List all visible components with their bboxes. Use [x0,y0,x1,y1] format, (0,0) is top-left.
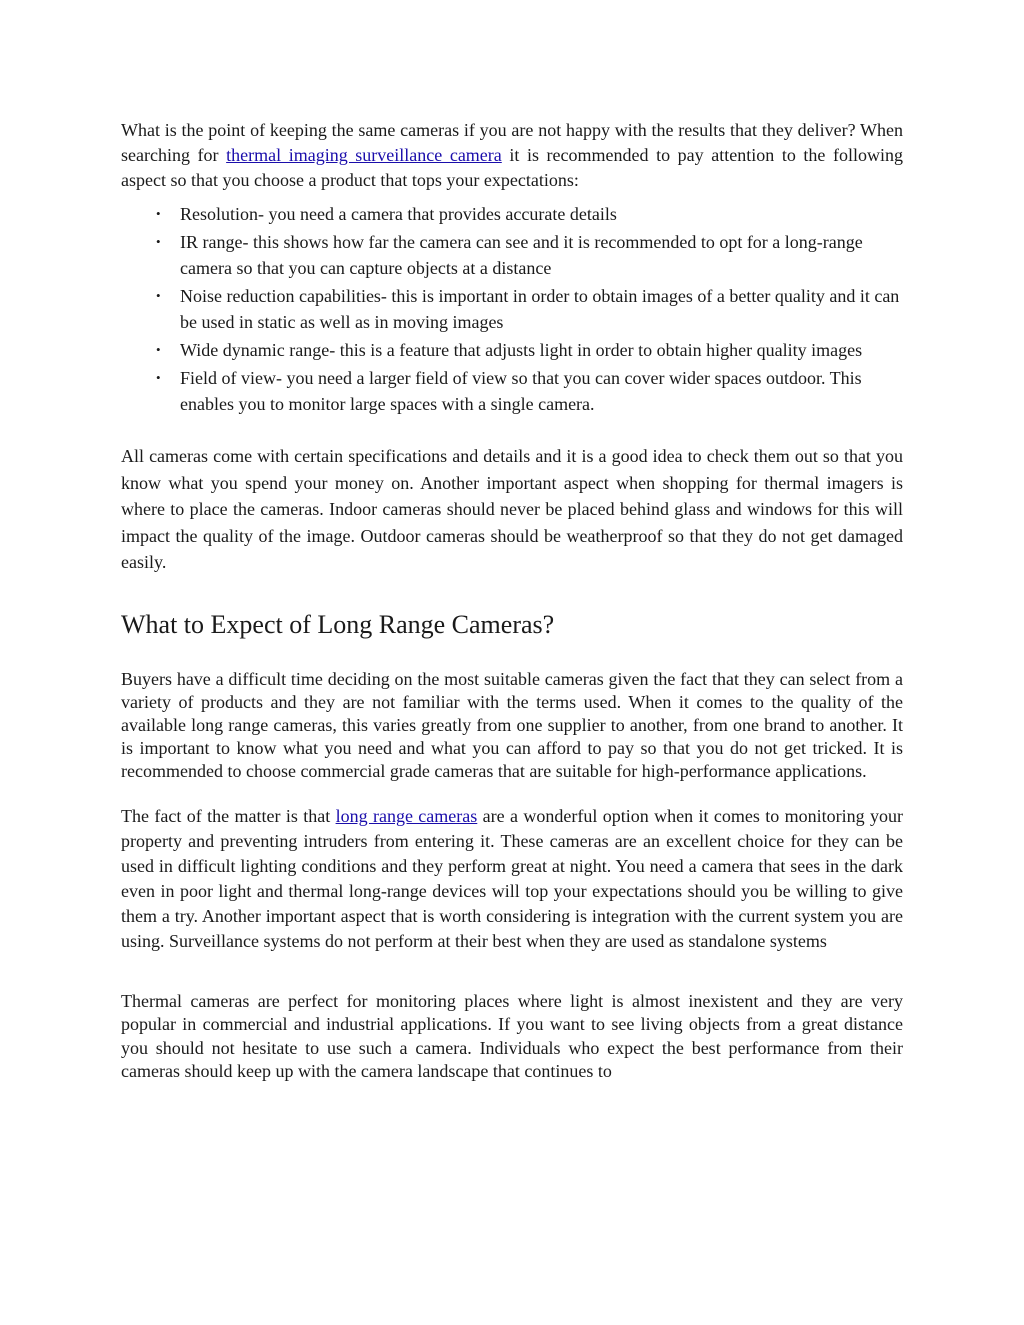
list-item [121,337,903,363]
list-item [121,229,903,281]
long-range-cameras-link[interactable]: long range cameras [335,805,478,826]
bullet-icon: • [156,342,161,357]
bullet-icon: • [156,234,161,249]
list-item [121,283,903,335]
document-page [121,118,903,1084]
feature-list [121,201,903,417]
long-range-text-start: The fact of the matter is that [121,805,336,826]
intro-text-end: it is recommended to pay attention to the following aspect so that you choose a product that tops your expectations: [121,145,903,190]
list-item-text: Resolution- you need a camera that provides accurate details [180,204,617,224]
list-item [121,365,903,417]
intro-text-start: What is the point of keeping the same cameras if you are not happy with the results that they deliver? When searching for [121,120,903,165]
bullet-icon: • [156,206,161,221]
long-range-paragraph [121,804,903,954]
bullet-icon: • [156,288,161,303]
list-item-text: IR range- this shows how far the camera can see and it is recommended to opt for a long-range camera so that you can capture objects at a distance [180,232,863,278]
buyers-paragraph: Buyers have a difficult time deciding on the most suitable cameras given the fact that they can select from a variety of products and they are not familiar with the terms used. When it comes to the quality of the available long range cameras, this varies greatly from one supplier to another, from one brand to another. It is important to know what you need and what you can afford to pay so that you do not get tricked. It is recommended to choose commercial grade cameras that are suitable for high-performance applications. [121,668,903,781]
list-item-text: Noise reduction capabilities- this is important in order to obtain images of a better quality and it can be used in static as well as in moving images [180,286,900,332]
thermal-imaging-camera-link[interactable]: thermal imaging surveillance camera [226,145,502,165]
thermal-cameras-paragraph: Thermal cameras are perfect for monitoring places where light is almost inexistent and they are very popular in commercial and industrial applications. If you want to see living objects from a great distance you should not hesitate to use such a camera. Individuals who expect the best performance from their cameras should keep up with the camera landscape that continues to [121,990,903,1081]
section-heading: What to Expect of Long Range Cameras? [121,609,555,639]
intro-paragraph [121,118,903,193]
list-item-text: Field of view- you need a larger field of view so that you can cover wider spaces outdoor. This enables you to monitor large spaces with a single camera. [180,368,862,414]
bullet-icon: • [156,370,161,385]
long-range-text-end: are a wonderful option when it comes to monitoring your property and preventing intruders from entering it. These cameras are an excellent choice for they can be used in difficult lighting conditions and they perform great at night. You need a camera that sees in the dark even in poor light and thermal long-range devices will top your expectations should you be willing to give them a try. Another important aspect that is worth considering is integration with the current system you are using. Surveillance systems do not perform at their best when they are used as standalone systems [121,805,903,951]
list-item-text: Wide dynamic range- this is a feature that adjusts light in order to obtain higher quality images [180,340,863,360]
list-item [121,201,903,227]
specifications-paragraph: All cameras come with certain specifications and details and it is a good idea to check them out so that you know what you spend your money on. Another important aspect when shopping for thermal imagers is where to place the cameras. Indoor cameras should never be placed behind glass and windows for this will impact the quality of the image. Outdoor cameras should be weatherproof so that they do not get damaged easily. [121,446,903,572]
